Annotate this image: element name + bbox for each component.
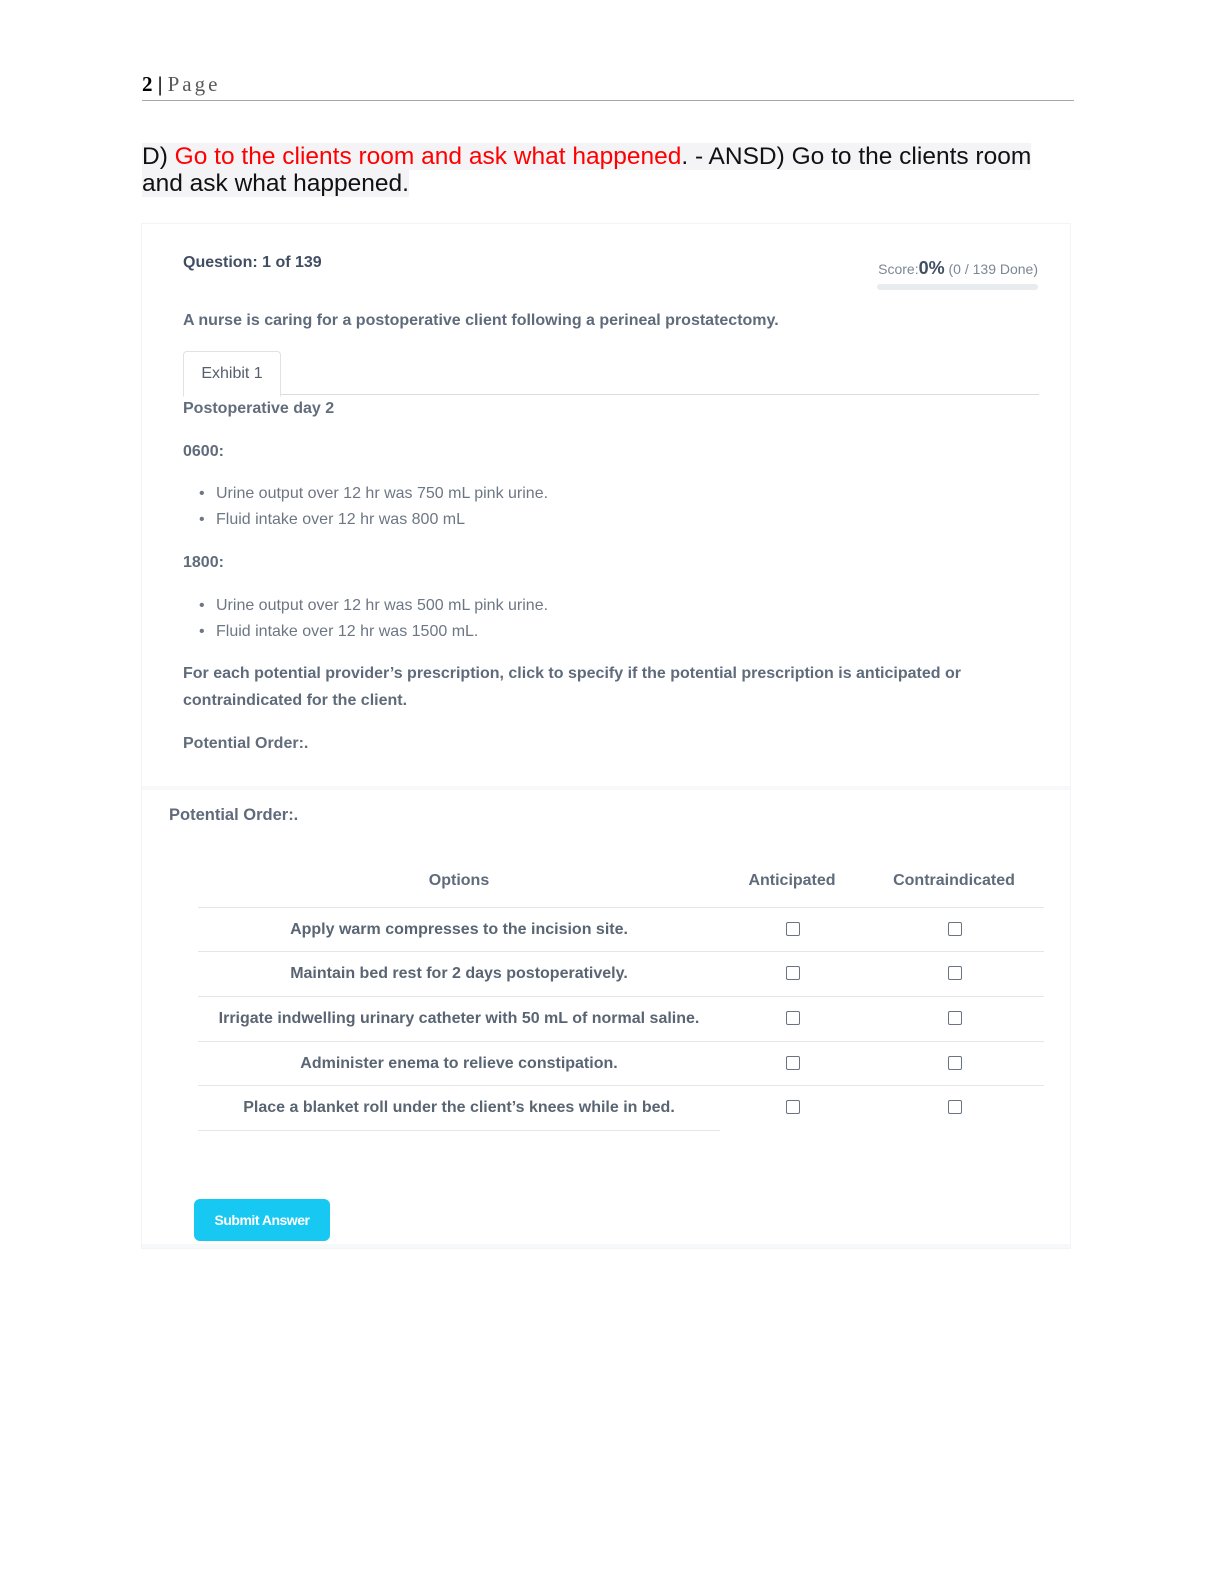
page-word: Page <box>167 72 221 96</box>
contraindicated-checkbox[interactable] <box>948 922 962 936</box>
answer-red-text: Go to the clients room and ask what happened <box>174 143 682 170</box>
answer-rest: . - ANSD) Go to the clients room and ask what happened. <box>142 143 1032 197</box>
anticipated-checkbox[interactable] <box>786 1100 800 1114</box>
contraindicated-checkbox[interactable] <box>948 1056 962 1070</box>
list-item: • Fluid intake over 12 hr was 1500 mL. <box>199 619 548 645</box>
row-divider <box>198 996 1044 997</box>
row-divider <box>198 951 1044 952</box>
grid-title: Potential Order:. <box>169 806 299 824</box>
section-divider <box>142 786 1070 790</box>
contraindicated-checkbox[interactable] <box>948 1100 962 1114</box>
score-done: (0 / 139 Done) <box>944 261 1038 277</box>
option-label: Place a blanket roll under the client’s knees while in bed. <box>243 1099 675 1116</box>
list-item: • Fluid intake over 12 hr was 800 mL <box>199 507 548 533</box>
option-label: Maintain bed rest for 2 days postoperatively. <box>290 965 628 982</box>
option-label: Apply warm compresses to the incision site. <box>290 921 628 938</box>
tab-exhibit-1[interactable]: Exhibit 1 <box>183 351 281 397</box>
card-bottom-band <box>142 1244 1070 1248</box>
time-label: 1800: <box>183 554 224 571</box>
row-divider <box>198 1085 1044 1086</box>
anticipated-checkbox[interactable] <box>786 966 800 980</box>
answer-text <box>142 143 1072 197</box>
contraindicated-checkbox[interactable] <box>948 1011 962 1025</box>
score-label: Score: <box>878 261 919 277</box>
row-divider <box>198 907 1044 908</box>
option-label: Administer enema to relieve constipation. <box>300 1055 618 1072</box>
answer-prefix: D) <box>142 143 175 170</box>
header-options: Options <box>428 872 490 889</box>
anticipated-checkbox[interactable] <box>786 1056 800 1070</box>
anticipated-checkbox[interactable] <box>786 922 800 936</box>
tab-divider <box>183 394 1039 395</box>
score-percent: 0% <box>918 258 945 278</box>
list-item: • Urine output over 12 hr was 750 mL pink urine. <box>199 481 548 507</box>
anticipated-checkbox[interactable] <box>786 1011 800 1025</box>
page-separator: | <box>152 72 168 96</box>
instruction-text: For each potential provider’s prescription, click to specify if the potential prescription is anticipated or contraindicated for the client. <box>183 665 961 709</box>
option-label: Irrigate indwelling urinary catheter with 50 mL of normal saline. <box>218 1010 700 1027</box>
exhibit-heading: Postoperative day 2 <box>183 400 335 417</box>
potential-order-label: Potential Order:. <box>183 735 309 752</box>
page-number: 2 <box>142 72 153 96</box>
score <box>878 258 1038 279</box>
question-card <box>142 224 1070 1248</box>
time-label: 0600: <box>183 443 224 460</box>
bullet-list <box>199 593 548 645</box>
question-stem: A nurse is caring for a postoperative client following a perineal prostatectomy. <box>183 312 779 329</box>
bullet-list <box>199 481 548 533</box>
list-item: • Urine output over 12 hr was 500 mL pink urine. <box>199 593 548 619</box>
header-contraindicated: Contraindicated <box>893 872 1015 889</box>
question-label: Question: 1 of 139 <box>183 254 322 271</box>
row-divider <box>198 1041 1044 1042</box>
contraindicated-checkbox[interactable] <box>948 966 962 980</box>
header-anticipated: Anticipated <box>748 872 836 889</box>
page-header <box>142 72 1074 101</box>
row-divider <box>198 1130 720 1131</box>
score-progress-bar <box>877 284 1038 290</box>
submit-answer-button[interactable]: Submit Answer <box>194 1199 330 1241</box>
